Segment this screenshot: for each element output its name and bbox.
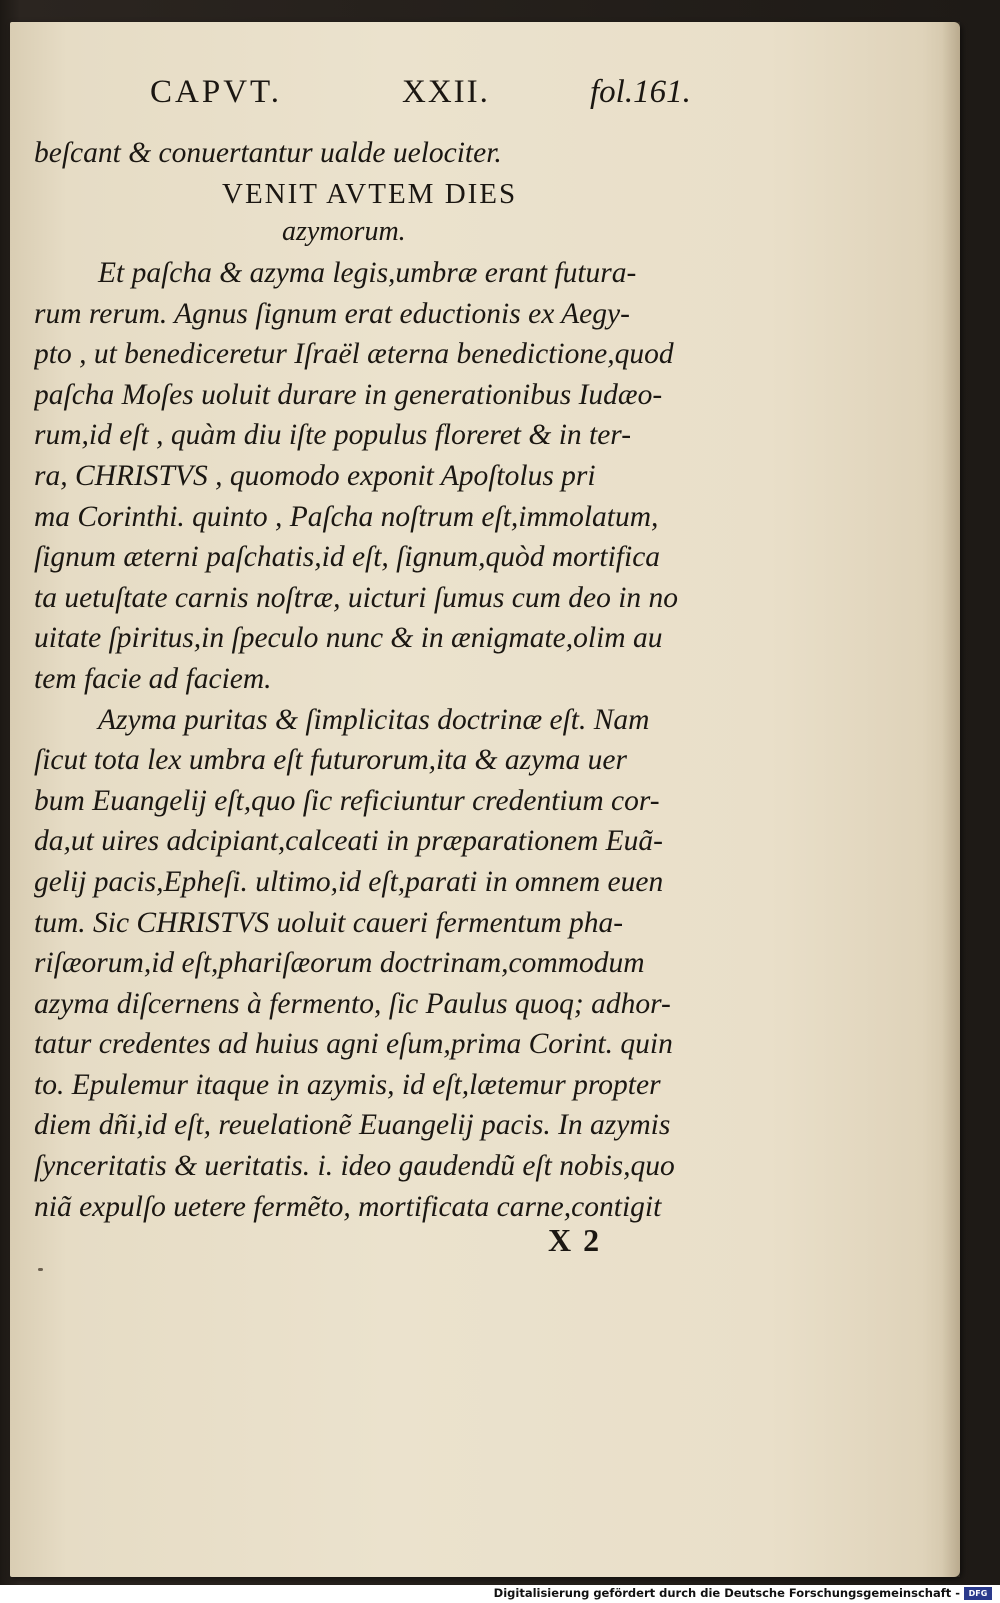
text-line: uitate ſpiritus,in ſpeculo nunc & in ænigmate,olim au xyxy=(34,622,663,655)
text-line: niã expulſo uetere fermẽto, mortificata carne,contigit xyxy=(34,1190,662,1223)
text-line: pto , ut benediceretur Iſraël æterna benedictione,quod xyxy=(34,338,674,371)
section-title-line-1: VENIT AVTEM DIES xyxy=(222,178,518,210)
text-line: riſæorum,id eſt,phariſæorum doctrinam,commodum xyxy=(34,947,645,980)
text-line: gelij pacis,Epheſi. ultimo,id eſt,parati in omnem euen xyxy=(34,865,664,898)
dfg-logo-icon: DFG xyxy=(964,1587,992,1600)
text-line: diem dñi,id eſt, reuelationẽ Euangelij pacis. In azymis xyxy=(34,1109,671,1142)
text-line: tum. Sic CHRISTVS uoluit caueri fermentum pha- xyxy=(34,906,624,939)
text-line: Azyma puritas & ſimplicitas doctrinæ eſt. Nam xyxy=(98,703,650,736)
text-line: ſynceritatis & ueritatis. i. ideo gaudendũ eſt nobis,quo xyxy=(34,1150,675,1183)
text-line: to. Epulemur itaque in azymis, id eſt,lætemur propter xyxy=(34,1068,661,1101)
text-line: beſcant & conuertantur ualde uelociter. xyxy=(34,137,502,169)
text-line: ſignum æterni paſchatis,id eſt, ſignum,quòd mortifica xyxy=(34,541,661,574)
text-line: ta uetuſtate carnis noſtræ, uicturi ſumus cum deo in no xyxy=(34,581,679,614)
header-folio: fol.161. xyxy=(590,74,691,110)
funding-credit: Digitalisierung gefördert durch die Deutsche Forschungsgemeinschaft - xyxy=(493,1586,960,1600)
signature-mark: X 2 xyxy=(548,1222,602,1258)
section-title-line-2: azymorum. xyxy=(282,216,406,247)
text-line: bum Euangelij eſt,quo ſic reficiuntur credentium cor- xyxy=(34,784,660,817)
footer-bar xyxy=(0,1585,1000,1603)
text-line: ma Corinthi. quinto , Paſcha noſtrum eſt,immolatum, xyxy=(34,500,659,533)
opening-line-block xyxy=(34,133,724,174)
running-header xyxy=(150,74,710,118)
text-line: azyma diſcernens à fermento, ſic Paulus quoq; adhor- xyxy=(34,987,671,1020)
text-line: rum,id eſt , quàm diu iſte populus floreret & in ter- xyxy=(34,419,632,452)
text-line: da,ut uires adcipiant,calceati in præparationem Euã- xyxy=(34,825,663,858)
text-line: paſcha Moſes uoluit durare in generationibus Iudæo- xyxy=(34,378,663,411)
ink-speck xyxy=(38,1268,43,1271)
text-line: ra, CHRISTVS , quomodo exponit Apoſtolus pri xyxy=(34,459,596,492)
text-line: Et paſcha & azyma legis,umbræ erant futura- xyxy=(98,257,637,289)
header-caput: CAPVT. xyxy=(150,74,282,110)
text-line: tem facie ad faciem. xyxy=(34,662,272,695)
body-text xyxy=(34,253,724,1227)
text-line: rum rerum. Agnus ſignum erat eductionis ex Aegy- xyxy=(34,297,630,330)
header-chapter-number: XXII. xyxy=(402,74,490,110)
text-line: ſicut tota lex umbra eſt futurorum,ita & azyma uer xyxy=(34,744,627,777)
page-edge-shade xyxy=(942,22,960,1577)
text-line: tatur credentes ad huius agni eſum,prima Corint. quin xyxy=(34,1028,673,1061)
